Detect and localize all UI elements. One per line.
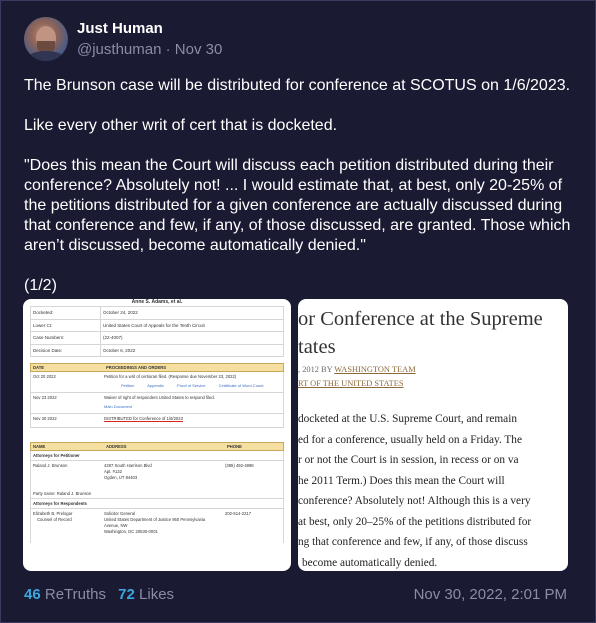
proceedings-header-date: DATE (33, 365, 45, 370)
avatar[interactable] (24, 17, 68, 61)
author-block (77, 19, 222, 60)
post-footer (24, 586, 567, 606)
field-value: October 24, 2022 (101, 307, 284, 320)
field-value: (22-4007) (101, 332, 284, 345)
proceeding-date: Oct 20 2022 (33, 374, 56, 379)
respondent-name: Elizabeth B. Prelogar (33, 511, 73, 516)
post-stats (24, 586, 174, 603)
proceeding-desc-highlighted: DISTRIBUTED for Conference of 1/6/2023 (104, 416, 183, 421)
field-key: Docketed: (31, 307, 101, 320)
post-timestamp[interactable]: Nov 30, 2022, 2:01 PM (413, 586, 567, 603)
proceedings-header (30, 363, 284, 372)
article-category (298, 379, 404, 388)
petitioner-name: Raland J. Brunson (33, 463, 68, 468)
address-line: Avenue, NW (104, 523, 128, 528)
field-key: Case Numbers: (31, 332, 101, 345)
proceeding-links (121, 383, 275, 388)
article-author-link: WASHINGTON TEAM (334, 365, 416, 374)
respondent-label: Attorneys for Respondents (33, 501, 87, 506)
respondent-role: Counsel of Record (37, 517, 72, 522)
article-body-line: at best, only 20–25% of the petitions distributed for (298, 515, 532, 528)
link-certificate-word-count: Certificate of Word Count (218, 383, 264, 388)
petitioner-address (104, 463, 152, 481)
address-line: United States Department of Justice 950 Pennsylvania (104, 517, 206, 522)
petitioner-row (30, 461, 284, 499)
proceeding-desc: Waiver of right of respondent United States to respond filed. (104, 395, 215, 400)
retruths-label: ReTruths (44, 586, 106, 603)
party-section-label (30, 499, 284, 509)
field-key: Decision Date: (31, 344, 101, 357)
proceeding-links (104, 404, 144, 409)
proceeding-date: Nov 23 2022 (33, 395, 57, 400)
likes-label: Likes (139, 586, 175, 603)
parties-header-address: ADDRESS (106, 444, 127, 449)
proceeding-date: Nov 30 2022 (33, 416, 57, 421)
link-appendix: Appendix (147, 383, 164, 388)
field-value: United States Court of Appeals for the Tenth Circuit (101, 319, 284, 332)
likes-stat[interactable] (118, 586, 174, 603)
retruths-count: 46 (24, 586, 41, 603)
article-body-line: ng that conference and few, if any, of those discuss (298, 536, 528, 548)
proceedings-header-desc: PROCEEDINGS AND ORDERS (106, 365, 167, 370)
proceeding-row (30, 393, 284, 414)
proceeding-row (30, 414, 284, 428)
docket-screenshot-image[interactable] (23, 299, 291, 571)
article-body (298, 409, 568, 571)
likes-count: 72 (118, 586, 135, 603)
post-paragraph: Like every other writ of cert that is docketed. (24, 117, 338, 134)
address-line: 4287 South Harrison Blvd (104, 463, 152, 468)
respondent-row (30, 509, 284, 543)
petitioner-label: Attorneys for Petitioner (33, 453, 80, 458)
article-category-link: RT OF THE UNITED STATES (298, 379, 404, 388)
article-title-line: or Conference at the Supreme (298, 308, 543, 330)
link-main-document: Main Document (104, 404, 133, 409)
address-line: Solicitor General (104, 511, 135, 516)
article-body-line: r or not the Court is in session, in recess or on va (298, 454, 519, 466)
party-section-label (30, 451, 284, 461)
docket-title: Anne S. Adams, et al. (131, 299, 183, 305)
docket-fields-table (30, 306, 284, 357)
author-display-name[interactable]: Just Human (77, 20, 163, 37)
article-meta (298, 365, 416, 388)
author-handle[interactable]: @justhuman (77, 41, 162, 58)
respondent-address (104, 511, 205, 535)
address-line: Apt. #132 (104, 469, 122, 474)
table-row (31, 332, 284, 345)
proceeding-row (30, 372, 284, 393)
post-paragraph: "Does this mean the Court will discuss each petition distributed during their conference? Absolutely not! ... I would estimate that, at best, only 20-25% of the petitions distributed for a given conference are actually discussed during that conference and few, if any, of those discussed, are granted. Those which aren’t discussed, become automatically denied." (24, 157, 571, 254)
author-handle-line (77, 40, 222, 60)
table-row (31, 319, 284, 332)
article-body-line: ed for a conference, usually held on a Friday. The (298, 433, 522, 446)
article-body-line: docketed at the U.S. Supreme Court, and remain (298, 413, 517, 425)
table-row (31, 307, 284, 320)
petitioner-phone: (385) 492-4898 (225, 463, 254, 468)
link-proof-of-service: Proof of Service (177, 383, 206, 388)
article-screenshot-image[interactable] (298, 299, 568, 571)
post-body (24, 76, 576, 316)
article-body-line: become automatically denied. (302, 556, 438, 569)
article-meta-date: , 2012 BY (298, 365, 335, 374)
media-gallery (23, 299, 568, 571)
parties-header (30, 442, 284, 451)
petitioner-party: Party name: Raland J. Brunson (33, 491, 92, 496)
field-key: Lower Ct: (31, 319, 101, 332)
post-date[interactable]: Nov 30 (174, 41, 223, 58)
parties-header-phone: PHONE (227, 444, 242, 449)
respondent-phone: 202-514-2217 (225, 511, 252, 516)
address-line: Ogden, UT 84403 (104, 475, 138, 480)
proceeding-desc: Petition for a writ of certiorari filed. (Response due November 23, 2022) (104, 374, 237, 379)
link-petition: Petition (121, 383, 135, 388)
address-line: Washington, DC 20530-0001 (104, 529, 158, 534)
separator-dot: · (165, 41, 171, 58)
parties-header-name: NAME (33, 444, 46, 449)
post-header (24, 17, 222, 61)
post-paragraph: The Brunson case will be distributed for conference at SCOTUS on 1/6/2023. (24, 77, 571, 94)
retruths-stat[interactable] (24, 586, 110, 603)
table-row (31, 344, 284, 357)
respondent-name-block (33, 511, 72, 523)
field-value: October 6, 2022 (101, 344, 284, 357)
article-body-line: conference? Absolutely not! Although this is a very (298, 495, 531, 507)
post-paragraph: (1/2) (24, 277, 57, 294)
article-body-line: he 2011 Term.) Does this mean the Court will (298, 474, 505, 487)
article-title-line: tates (298, 336, 336, 358)
